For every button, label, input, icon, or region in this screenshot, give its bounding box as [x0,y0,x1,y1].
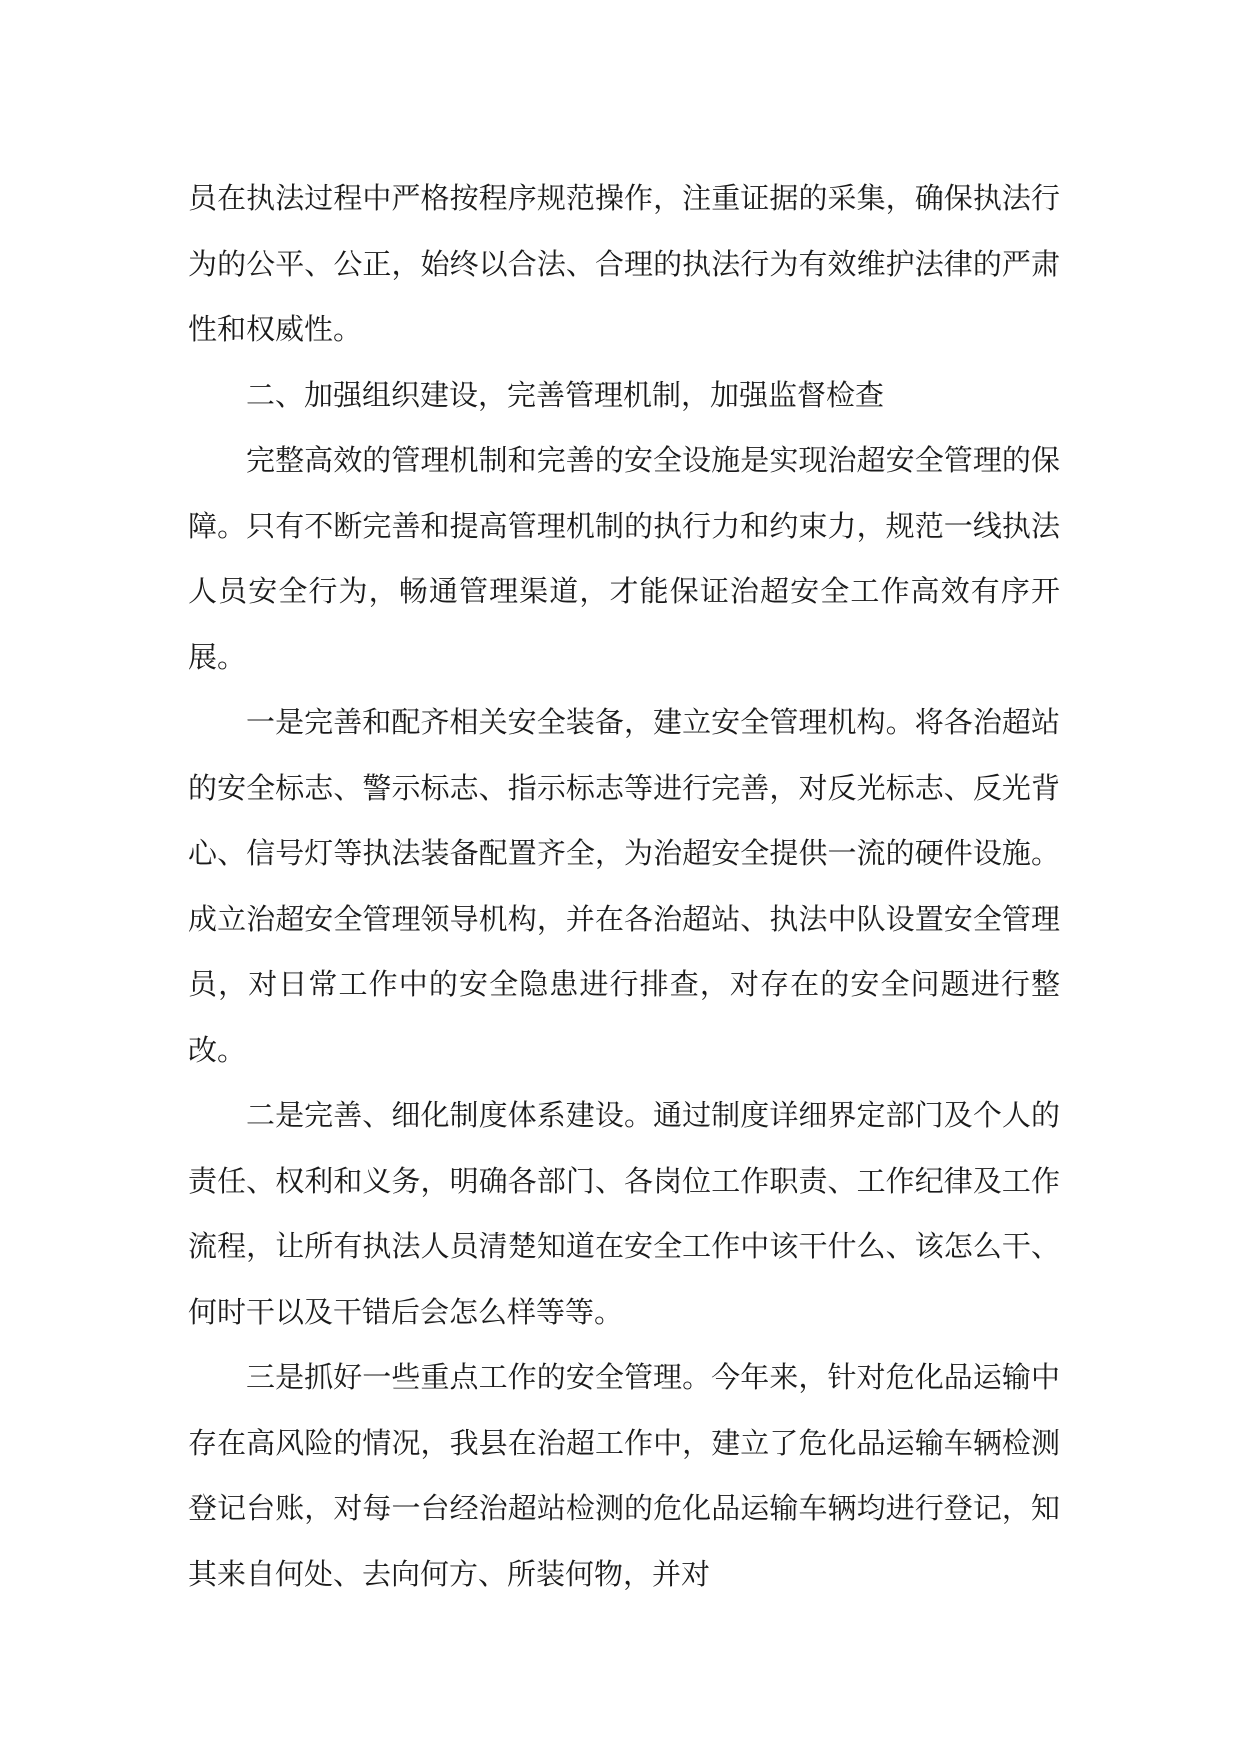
paragraph-intro: 完整高效的管理机制和完善的安全设施是实现治超安全管理的保障。只有不断完善和提高管理机制的执行力和约束力，规范一线执法人员安全行为，畅通管理渠道，才能保证治超安全工作高效有序开展。 [188,443,1060,674]
paragraph-point-two: 二是完善、细化制度体系建设。通过制度详细界定部门及个人的责任、权利和义务，明确各部门、各岗位工作职责、工作纪律及工作流程，让所有执法人员清楚知道在安全工作中该干什么、该怎么干、何时干以及干错后会怎么样等等。 [188,1098,1060,1329]
paragraph-continuation: 员在执法过程中严格按程序规范操作，注重证据的采集，确保执法行为的公平、公正，始终以合法、合理的执法行为有效维护法律的严肃性和权威性。 [188,181,1060,346]
paragraph-point-one: 一是完善和配齐相关安全装备，建立安全管理机构。将各治超站的安全标志、警示标志、指示标志等进行完善，对反光标志、反光背心、信号灯等执法装备配置齐全，为治超安全提供一流的硬件设施。成立治超安全管理领导机构，并在各治超站、执法中队设置安全管理员，对日常工作中的安全隐患进行排查，对存在的安全问题进行整改。 [188,705,1060,1067]
section-heading: 二、加强组织建设，完善管理机制，加强监督检查 [246,377,885,412]
paragraph-point-three: 三是抓好一些重点工作的安全管理。今年来，针对危化品运输中存在高风险的情况，我县在治超工作中，建立了危化品运输车辆检测登记台账，对每一台经治超站检测的危化品运输车辆均进行登记，知其来自何处、去向何方、所装何物，并对 [188,1360,1060,1591]
document-body [188,166,1060,1607]
